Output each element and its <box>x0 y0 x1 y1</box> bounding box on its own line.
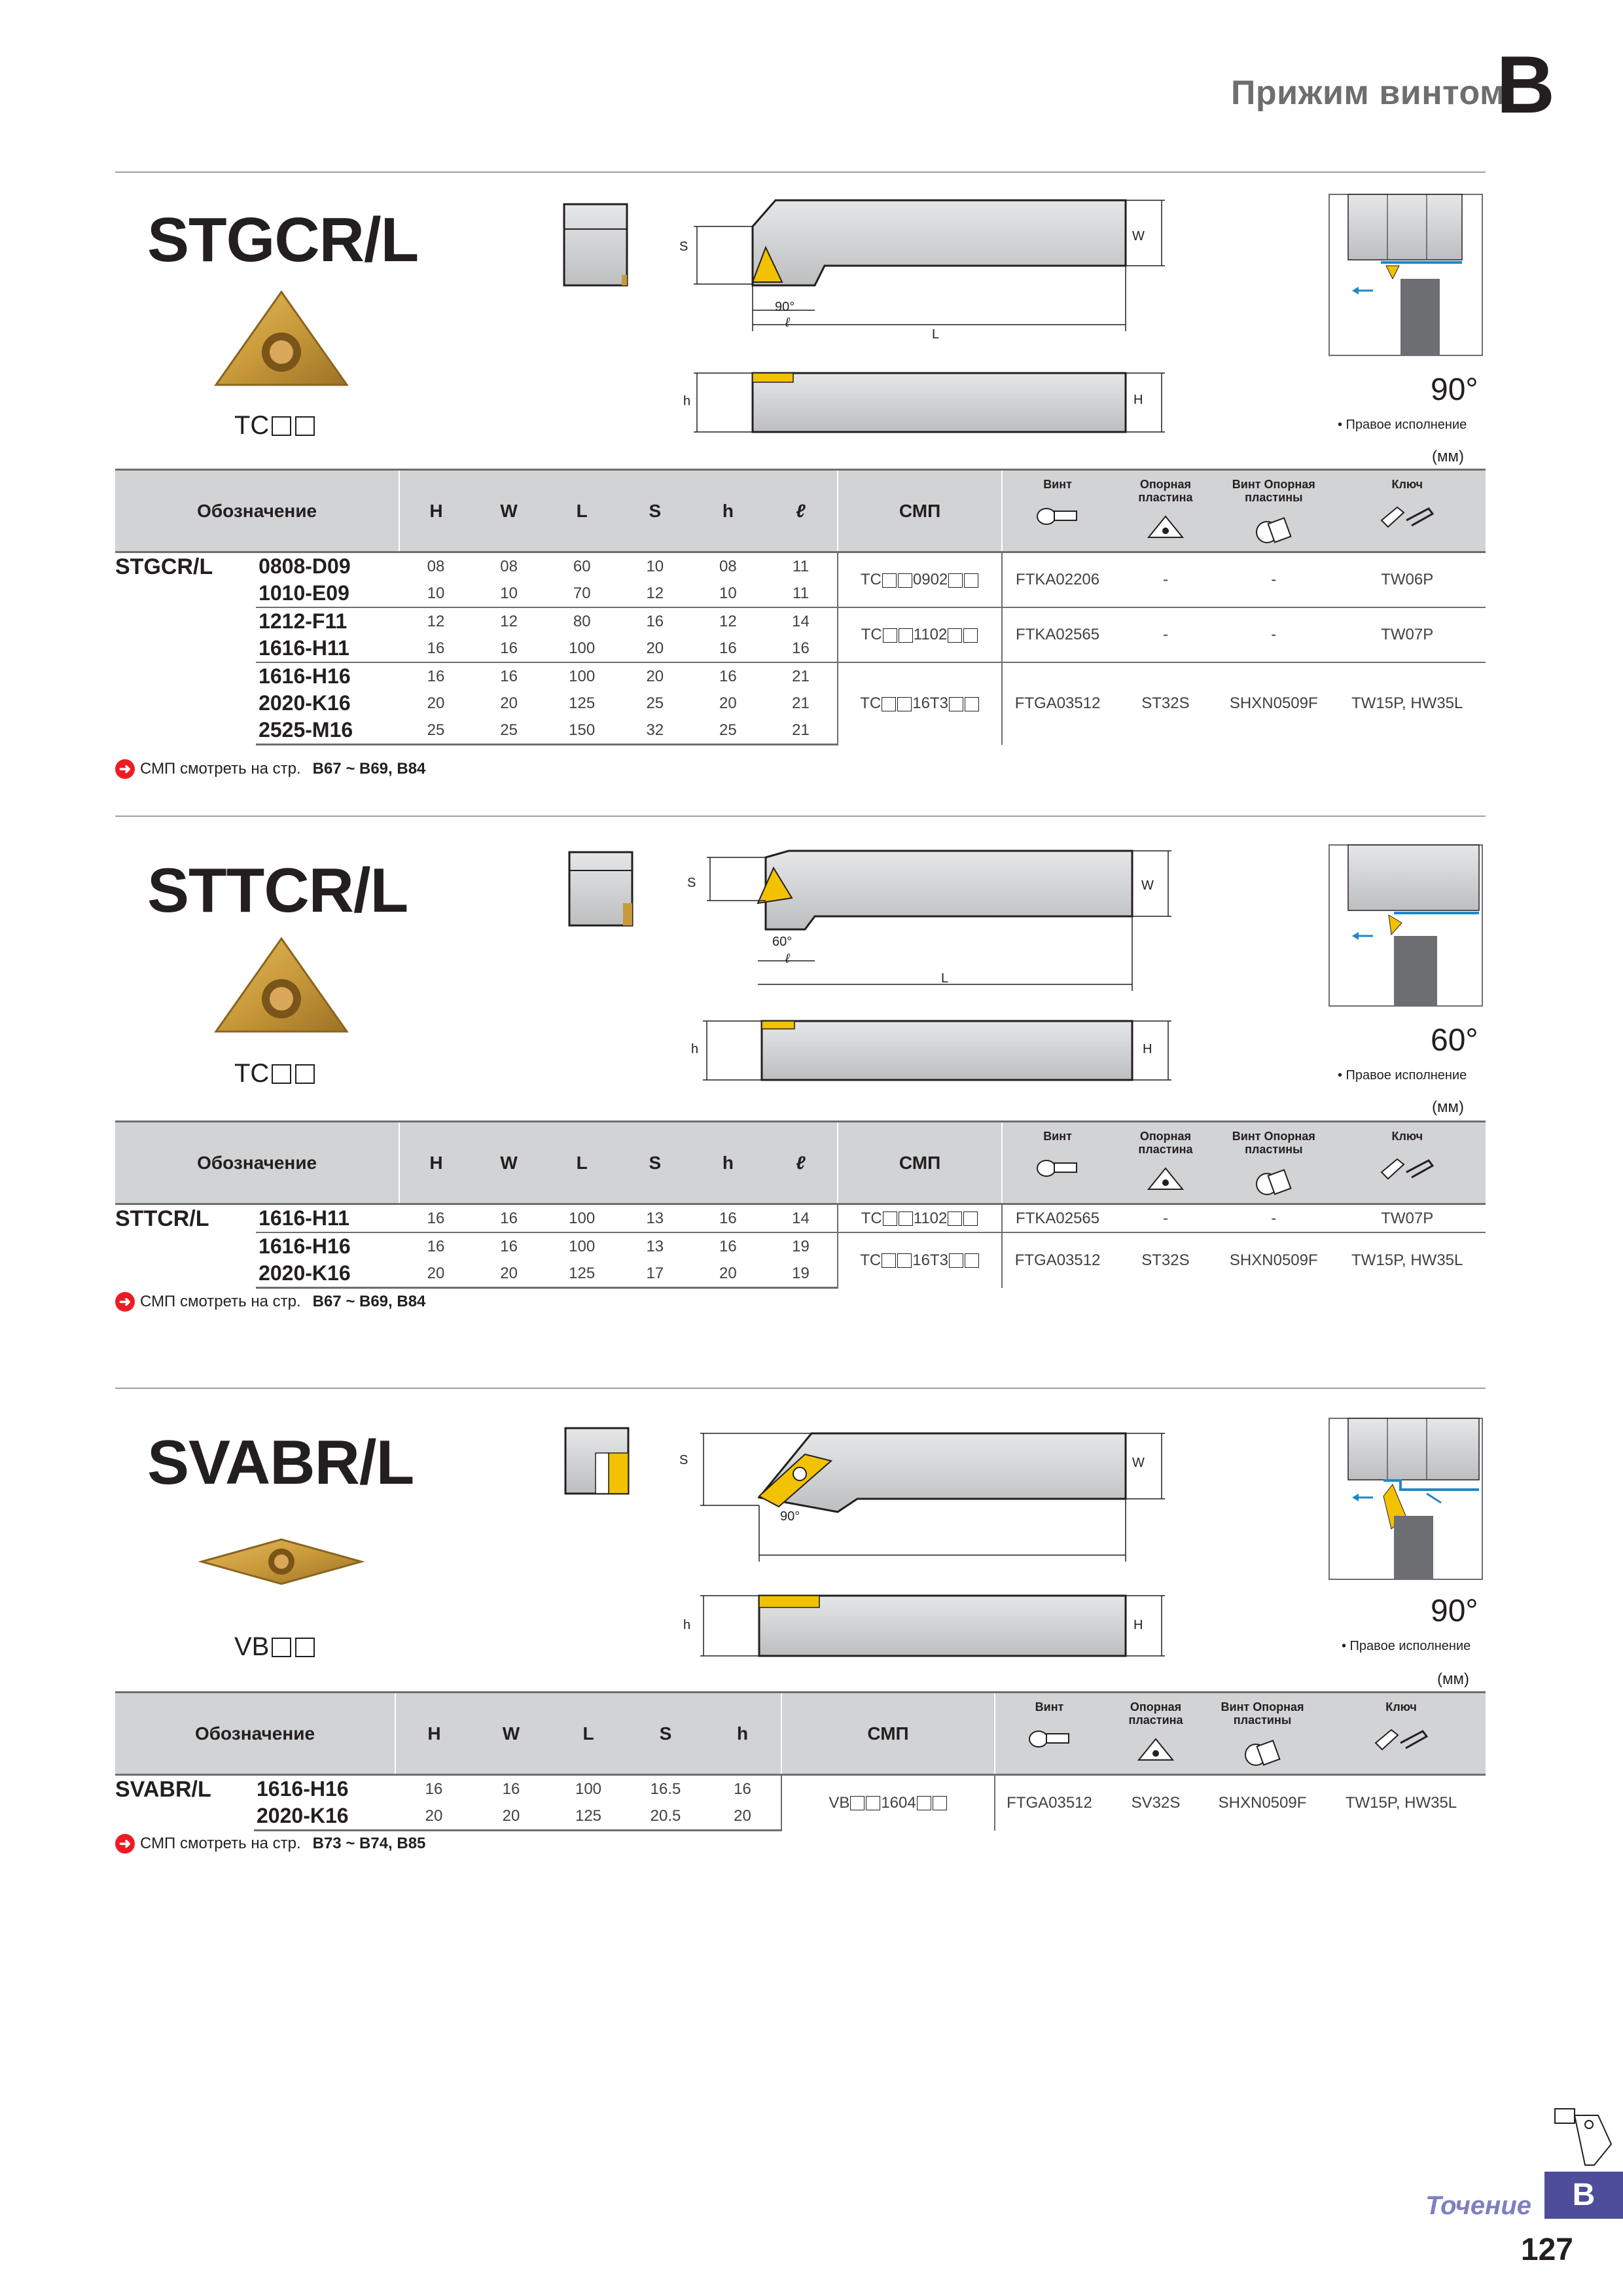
cutting-angle: 90° <box>1431 1594 1478 1628</box>
table-model: SVABR/L <box>115 1777 211 1802</box>
arrow-right-icon: ➜ <box>115 1834 135 1854</box>
dim-s-label: S <box>679 240 688 254</box>
cell-l: 21 <box>792 694 810 712</box>
cell-screw: FTGA03512 <box>1002 662 1112 745</box>
insert-rhombus-image <box>196 1529 366 1594</box>
cell-key: TW15P, HW35L <box>1329 662 1486 745</box>
section-tab-letter: B <box>1572 2178 1596 2212</box>
col-H: H <box>399 1122 473 1204</box>
cell-L: 100 <box>545 662 618 690</box>
col-H: H <box>399 470 473 552</box>
cell-l: 21 <box>764 717 838 745</box>
col-H: H <box>395 1693 473 1775</box>
row-code: 1212-F11 <box>256 607 399 635</box>
cell-shim: SV32S <box>1103 1775 1208 1831</box>
cell-S: 16.5 <box>627 1775 704 1803</box>
col-l: ℓ <box>764 470 838 552</box>
insert-triangle-image <box>209 933 353 1038</box>
table-model: STTCR/L <box>115 1206 209 1231</box>
cell-screw: FTKA02565 <box>1002 1204 1112 1233</box>
cell-l: 11 <box>793 584 809 602</box>
cell-H: 16 <box>399 1232 473 1260</box>
dim-h-label: H <box>1133 393 1143 407</box>
turning-tool-icon <box>1548 2105 1619 2170</box>
cell-W: 16 <box>473 1232 546 1260</box>
dim-angle-label: 90° <box>775 300 795 314</box>
cell-H: 25 <box>399 717 473 745</box>
holder-end-view <box>563 203 631 288</box>
cell-h: 16 <box>704 1775 781 1803</box>
cell-S: 20.5 <box>627 1803 704 1831</box>
row-code: 1010-E09 <box>259 581 349 605</box>
shim-icon <box>1146 514 1185 540</box>
cell-S: 13 <box>618 1204 692 1233</box>
insert-triangle-image <box>209 287 353 391</box>
holder-drawing <box>681 844 1178 1093</box>
cell-L: 100 <box>545 1232 618 1260</box>
cutting-angle: 60° <box>1431 1023 1478 1058</box>
cell-H: 12 <box>399 607 473 635</box>
cell-W: 10 <box>500 584 518 602</box>
model-title: STTCR/L <box>147 855 408 925</box>
cell-h: 25 <box>692 717 765 745</box>
screw-icon <box>1027 1723 1073 1749</box>
holder-end-view <box>568 851 636 929</box>
col-shim-screw: Винт Опорная пластины <box>1219 470 1329 552</box>
screw-icon <box>1035 501 1080 527</box>
col-designation: Обозначение <box>115 1693 395 1775</box>
col-S: S <box>627 1693 704 1775</box>
model-title: STGCR/L <box>147 205 419 275</box>
cell-l: 11 <box>764 552 838 581</box>
unit-label: (мм) <box>1437 1670 1469 1688</box>
cell-smp: TC 1102 <box>838 1204 1003 1233</box>
col-smp: СМП <box>838 470 1003 552</box>
arrow-right-icon: ➜ <box>115 759 135 779</box>
cell-l: 21 <box>764 662 838 690</box>
row-code: 2020-K16 <box>254 1803 395 1831</box>
col-screw: Винт <box>995 1693 1103 1775</box>
cell-L: 60 <box>545 552 618 581</box>
dim-w-label: W <box>1141 878 1154 893</box>
cell-W: 08 <box>473 552 546 581</box>
footer-category: Точение <box>1425 2191 1531 2220</box>
table-model: STGCR/L <box>115 554 213 579</box>
cell-S: 20 <box>618 662 692 690</box>
cell-h: 10 <box>719 584 737 602</box>
cell-key: TW07P <box>1329 607 1486 662</box>
row-code: 1616-H11 <box>259 636 349 660</box>
dim-w-label: W <box>1132 229 1145 243</box>
cell-L: 100 <box>569 639 596 657</box>
cell-shim-screw: SHXN0509F <box>1219 1232 1329 1288</box>
col-W: W <box>473 1693 550 1775</box>
cell-S: 12 <box>646 584 664 602</box>
cutting-angle: 90° <box>1431 372 1478 407</box>
cell-screw: FTGA03512 <box>995 1775 1103 1831</box>
cell-S: 32 <box>618 717 692 745</box>
cell-L: 125 <box>550 1803 627 1831</box>
key-icon <box>1378 1153 1436 1183</box>
cell-l: 19 <box>764 1232 838 1260</box>
holder-drawing <box>668 194 1178 442</box>
cell-W: 20 <box>473 1260 546 1288</box>
cell-h: 16 <box>692 1204 765 1233</box>
cell-shim-screw: SHXN0509F <box>1219 662 1329 745</box>
dim-l-small-label: ℓ <box>785 952 790 966</box>
unit-label: (мм) <box>1432 448 1464 465</box>
col-shim: Опорная пластина <box>1103 1693 1208 1775</box>
col-S: S <box>618 1122 692 1204</box>
dim-w-label: W <box>1132 1456 1145 1470</box>
cell-h: 08 <box>692 552 765 581</box>
col-shim: Опорная пластина <box>1113 470 1219 552</box>
row-code: 2020-K16 <box>256 1260 399 1288</box>
cell-smp: TC 16T3 <box>838 662 1003 745</box>
cell-W: 20 <box>473 1803 550 1831</box>
cell-h: 20 <box>719 694 737 712</box>
row-code: 1616-H16 <box>254 1775 395 1803</box>
cell-W: 16 <box>500 639 518 657</box>
dim-l-label: L <box>932 327 940 342</box>
col-L: L <box>545 1122 618 1204</box>
cell-shim-screw: - <box>1219 1204 1329 1233</box>
col-h: h <box>692 1122 765 1204</box>
page-number: 127 <box>1520 2233 1573 2267</box>
shim-screw-icon <box>1243 1736 1282 1767</box>
model-title: SVABR/L <box>147 1427 414 1498</box>
cell-W: 16 <box>473 1204 546 1233</box>
row-code: 2525-M16 <box>256 717 399 745</box>
holder-drawing <box>674 1427 1185 1669</box>
cell-screw: FTKA02206 <box>1002 552 1112 608</box>
hand-note: • Правое исполнение <box>1342 1639 1471 1653</box>
shim-screw-icon <box>1254 514 1293 544</box>
col-smp: СМП <box>781 1693 995 1775</box>
cell-l: 19 <box>764 1260 838 1288</box>
cell-S: 20 <box>646 639 664 657</box>
cell-H: 08 <box>399 552 473 581</box>
cell-H: 20 <box>399 1260 473 1288</box>
section-divider <box>115 816 1486 817</box>
col-screw: Винт <box>1002 470 1112 552</box>
cell-h: 16 <box>692 1232 765 1260</box>
dim-h-small-label: h <box>683 1618 691 1632</box>
col-designation: Обозначение <box>115 1122 399 1204</box>
shim-icon <box>1136 1736 1175 1763</box>
col-shim: Опорная пластина <box>1113 1122 1219 1204</box>
col-key: Ключ <box>1329 470 1486 552</box>
cell-S: 10 <box>618 552 692 581</box>
cell-shim: ST32S <box>1113 1232 1219 1288</box>
cell-smp: TC 1102 <box>838 607 1003 662</box>
spec-table <box>115 1121 1486 1289</box>
dim-l-small-label: ℓ <box>785 315 790 330</box>
dim-angle-label: 90° <box>780 1509 800 1524</box>
dim-h-small-label: h <box>683 394 691 408</box>
cell-S: 25 <box>646 694 664 712</box>
insert-code: TC <box>234 1059 316 1088</box>
hand-note: • Правое исполнение <box>1338 1068 1467 1083</box>
cell-L: 100 <box>545 1204 618 1233</box>
section-divider <box>115 1388 1486 1389</box>
cell-H: 16 <box>395 1775 473 1803</box>
col-shim-screw: Винт Опорная пластины <box>1219 1122 1329 1204</box>
cell-H: 16 <box>399 1204 473 1233</box>
cell-key: TW06P <box>1329 552 1486 608</box>
dim-h-label: H <box>1133 1618 1143 1632</box>
dim-l-label: L <box>941 971 949 986</box>
col-L: L <box>545 470 618 552</box>
section-divider <box>115 171 1486 173</box>
cell-L: 150 <box>545 717 618 745</box>
insert-code: TC <box>234 411 316 440</box>
cell-shim-screw: - <box>1219 607 1329 662</box>
cell-l: 14 <box>764 1204 838 1233</box>
cell-shim: ST32S <box>1113 662 1219 745</box>
shim-screw-icon <box>1254 1166 1293 1196</box>
row-code: 1616-H16 <box>256 1232 399 1260</box>
cell-L: 70 <box>573 584 591 602</box>
unit-label: (мм) <box>1432 1098 1464 1116</box>
row-code: 2020-K16 <box>259 691 351 715</box>
cell-H: 20 <box>395 1803 473 1831</box>
cell-H: 10 <box>427 584 445 602</box>
cell-smp: VB 1604 <box>781 1775 995 1831</box>
col-W: W <box>473 470 546 552</box>
row-code: 1616-H16 <box>256 662 399 690</box>
col-screw: Винт <box>1002 1122 1112 1204</box>
cell-W: 16 <box>473 662 546 690</box>
cell-h: 16 <box>719 639 737 657</box>
cell-smp: TC 16T3 <box>838 1232 1003 1288</box>
cell-h: 20 <box>704 1803 781 1831</box>
cell-l: 14 <box>764 607 838 635</box>
cell-L: 125 <box>569 694 596 712</box>
col-smp: СМП <box>838 1122 1003 1204</box>
cell-h: 16 <box>692 662 765 690</box>
cell-shim: - <box>1113 607 1219 662</box>
shim-icon <box>1146 1166 1185 1192</box>
row-code: 1616-H11 <box>256 1204 399 1233</box>
cell-W: 12 <box>473 607 546 635</box>
col-key: Ключ <box>1329 1122 1486 1204</box>
section-letter: B <box>1496 40 1555 130</box>
screw-icon <box>1035 1153 1080 1179</box>
holder-end-view <box>564 1427 632 1496</box>
cell-S: 17 <box>618 1260 692 1288</box>
cell-shim: - <box>1113 1204 1219 1233</box>
dim-h-label: H <box>1143 1042 1152 1056</box>
hand-note: • Правое исполнение <box>1338 418 1467 432</box>
dim-h-small-label: h <box>691 1042 699 1056</box>
dim-s-label: S <box>679 1453 688 1467</box>
cell-screw: FTKA02565 <box>1002 607 1112 662</box>
col-L: L <box>550 1693 627 1775</box>
cell-W: 16 <box>473 1775 550 1803</box>
dim-angle-label: 60° <box>772 935 793 949</box>
cell-screw: FTGA03512 <box>1002 1232 1112 1288</box>
cell-S: 13 <box>618 1232 692 1260</box>
cell-key: TW15P, HW35L <box>1317 1775 1486 1831</box>
row-code: 0808-D09 <box>256 552 399 581</box>
col-W: W <box>473 1122 546 1204</box>
cell-H: 16 <box>427 639 445 657</box>
cell-S: 16 <box>618 607 692 635</box>
arrow-right-icon: ➜ <box>115 1292 135 1312</box>
cell-H: 16 <box>399 662 473 690</box>
cell-l: 16 <box>792 639 810 657</box>
page-header-title: Прижим винтом <box>1230 74 1505 112</box>
insert-page-reference[interactable]: ➜ СМП смотреть на стр. B73 ~ B74, B85 <box>115 1834 425 1854</box>
col-h: h <box>692 470 765 552</box>
dim-s-label: S <box>687 876 696 890</box>
cell-smp: TC 0902 <box>838 552 1003 608</box>
col-l: ℓ <box>764 1122 838 1204</box>
col-key: Ключ <box>1317 1693 1486 1775</box>
cell-h: 12 <box>692 607 765 635</box>
insert-page-reference[interactable]: ➜ СМП смотреть на стр. B67 ~ B69, B84 <box>115 759 425 779</box>
cell-H: 20 <box>427 694 445 712</box>
spec-table <box>115 1691 1486 1831</box>
spec-table <box>115 469 1486 745</box>
cell-shim-screw: SHXN0509F <box>1208 1775 1317 1831</box>
cell-L: 100 <box>550 1775 627 1803</box>
cell-key: TW15P, HW35L <box>1329 1232 1486 1288</box>
key-icon <box>1372 1723 1431 1753</box>
cell-W: 20 <box>500 694 518 712</box>
cell-key: TW07P <box>1329 1204 1486 1233</box>
col-shim-screw: Винт Опорная пластины <box>1208 1693 1317 1775</box>
machining-scheme <box>1329 844 1483 1007</box>
insert-page-reference[interactable]: ➜ СМП смотреть на стр. B67 ~ B69, B84 <box>115 1292 425 1312</box>
machining-scheme <box>1329 194 1483 356</box>
cell-shim: - <box>1113 552 1219 608</box>
cell-shim-screw: - <box>1219 552 1329 608</box>
key-icon <box>1378 501 1436 531</box>
insert-code: VB <box>234 1632 316 1662</box>
cell-W: 25 <box>473 717 546 745</box>
col-designation: Обозначение <box>115 470 399 552</box>
cell-L: 125 <box>545 1260 618 1288</box>
machining-scheme <box>1329 1418 1483 1580</box>
cell-h: 20 <box>692 1260 765 1288</box>
col-h: h <box>704 1693 781 1775</box>
cell-L: 80 <box>545 607 618 635</box>
col-S: S <box>618 470 692 552</box>
